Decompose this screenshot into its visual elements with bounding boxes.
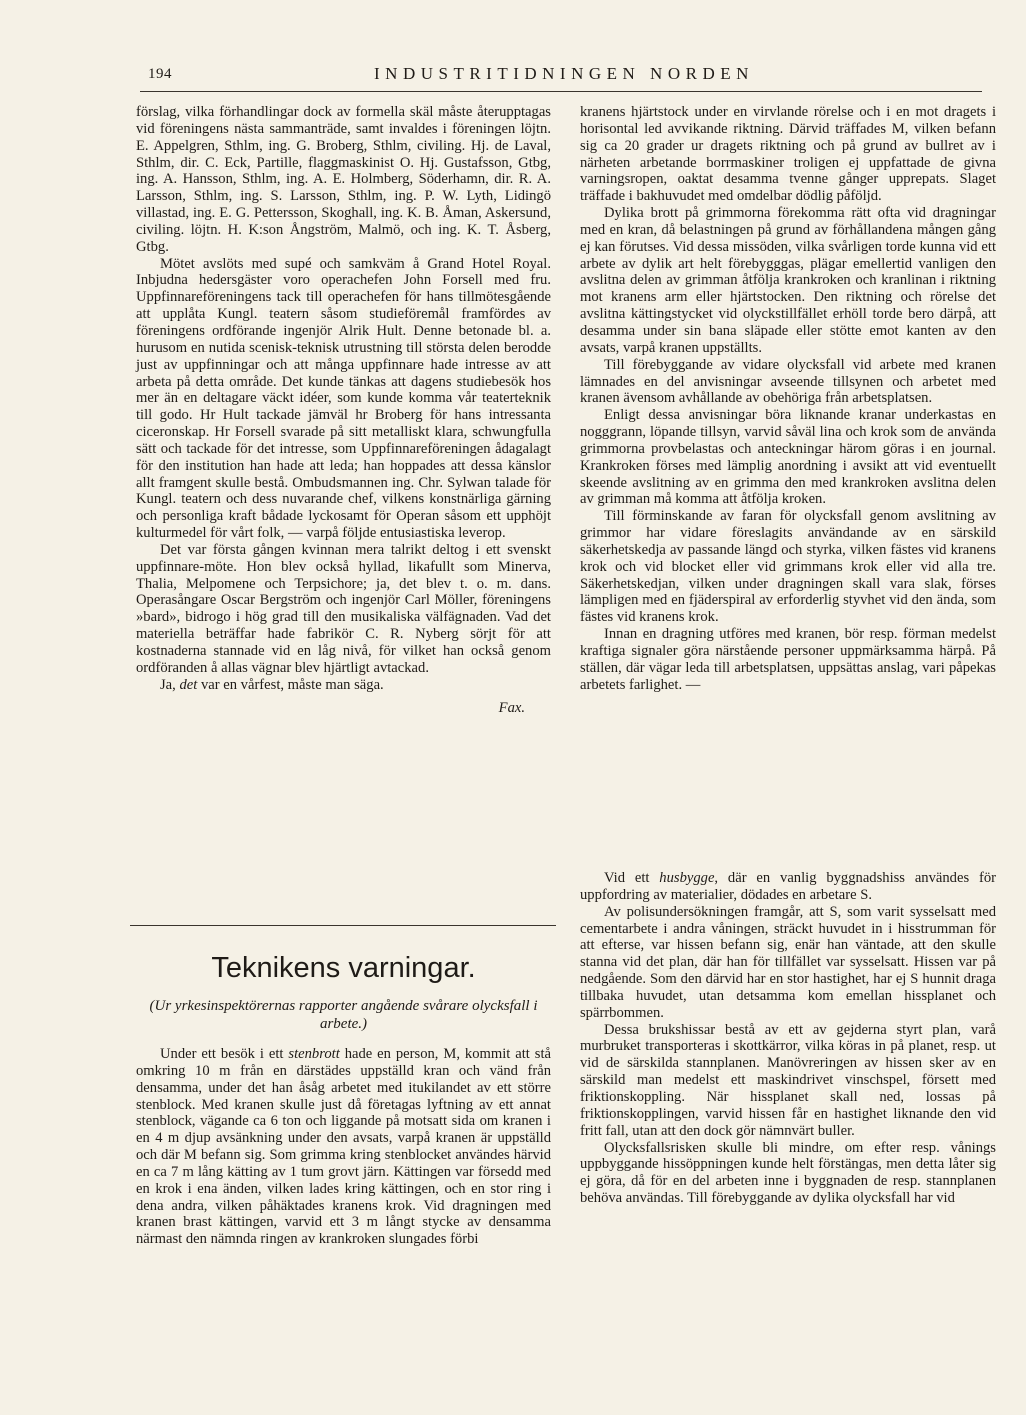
left-column-article bbox=[136, 1046, 551, 1248]
left-column-report bbox=[136, 104, 551, 716]
dinner-paragraph: Mötet avslöts med supé och samkväm å Grand Hotel Royal. Inbjudna hedersgäster voro operachefen John Forsell med fru. Uppfinnareföreningens tack till operachefen för hans tillmötesgående att upplåta Kungl. teatern såsom studieföremål framfördes av föreningens ordförande ingenjör Alrik Hult. Denne betonade bl. a. hurusom en nutida scenisk-teknisk utrustning till största delen berodde just av uppfinningar och att många uppfinnare hade intresse av att arbeta på detta område. Det kunde tänkas att dagens studiebesök hos mer än en deltagare väckt idéer, som kunde komma vår teaterteknik till godo. Hr Hult tackade jämväl hr Broberg för hans intressanta ciceronskap. Hr Forsell svarade på sitt metalliskt klara, schwungfulla sätt och tackade för det intresse, som Uppfinnareföreningen ådagalagt för den institution han hade att leda; han hoppades att dessa känslor allt framgent skulle bestå. Ombudsmannen ing. Chr. Sylwan talade för Kungl. teatern och dess nuvarande chef, vilkens konstnärliga gärning och personliga kraft bådade lyckosamt för Operan såsom ett upphöjt kulturmedel för vårt folk, — varpå följde entusiastiska leverop. bbox=[136, 255, 551, 542]
crane-paragraph-2: Dylika brott på grimmorna förekomma rätt ofta vid dragningar med en kran, då belastningen på grund av förhållandena mången gång ej kan förutses. Vid dessa missöden, vilka svårligen torde kunna vid ett arbete av dylik art helt förebygggas, plägar emellertid vanligen den avslitna delen av grimman åtfölja krankroken och kranlinan i riktning mot kranens arm eller hjärtstocken. Den riktning och rörelse det avslitna kättingstycket vid olyckstillfället erhöll torde bero därpå, att desamma under sin bana släpade eller stötte emot kanten av den avsats, varpå kranen uppställts. bbox=[580, 205, 996, 356]
hoist-paragraph-3: Dessa brukshissar bestå av ett av gejderna styrt plan, varå murbruket transporteras i skottkärror, vilka köras in på planet, resp. ut vid de särskilda stannplanen. Manövreringen av hissen sker av en särskild man medelst ett maskindrivet vinschspel, försett med friktionskoppling. När hissplanet skall ned, lossas på friktionskopplingen, varvid hissen får en hastighet liknande den vid fritt fall, utan att den dock gör nämnvärt buller. bbox=[580, 1021, 996, 1139]
article-title: Teknikens varningar. bbox=[211, 952, 476, 984]
right-column-bottom bbox=[580, 870, 996, 1207]
author-signature: Fax. bbox=[498, 699, 525, 716]
crane-paragraph-4: Enligt dessa anvisningar böra liknande kranar underkastas en nogggrann, löpande tillsyn, varvid såväl lina och krok som de använda grimmorna provbelastas och anteckningar härom göras i en journal. Krankroken förses med lämplig anordning i avsikt att vid eventuellt skeende avslitning av en grimma den med krankroken avslitna delen av grimman må komma att åtfölja kroken. bbox=[580, 407, 996, 508]
right-column-top bbox=[580, 104, 996, 694]
page-number: 194 bbox=[148, 66, 172, 82]
hoist-paragraph-1: Vid ett husbygge, där en vanlig byggnadshiss användes för uppfordring av materialier, dödades en arbetare S. bbox=[580, 870, 996, 903]
hoist-paragraph-4: Olycksfallsrisken skulle bli mindre, om efter resp. vånings uppbyggande hissöppningen kunde helt förstängas, men detta låter sig ej göra, då för en del arbeten inne i byggnaden de resp. stannplanen behöva användas. Till förebyggande av dylika olycksfall har vid bbox=[580, 1139, 996, 1207]
crane-paragraph-6: Innan en dragning utföres med kranen, bör resp. förman medelst kraftiga signaler göra närstående personer uppmärksamma härpå. På ställen, där vägar leda till arbetsplatsen, uppsättas anslag, vari påpekas arbetets farlighet. — bbox=[580, 626, 996, 693]
quarry-paragraph: Under ett besök i ett stenbrott hade en person, M, kommit att stå omkring 10 m från en därstädes uppställd kran och vänd från densamma, under det han åsåg arbetet med itukilandet av ett större stenblock. Med kranen skulle just då företagas lyftning av ett annat stenblock, vägande ca 6 ton och liggande på motsatt sida om kranen i en 4 m djup avsänkning under den avsats, varpå kranen är uppställd och där M befann sig. Som grimma kring stenblocket användes härvid en ca 7 m lång kätting av 1 tum grovt järn. Kättingen var försedd med en krok i ena änden, vilken lades kring kättingen, och en stor ring i dena andra, vilken påhäktades kranens krok. Vid dragningen med kranen brast kättingen, varvid ett 3 m långt stycke av densamma närmast den nämnda ringen av krankroken slungades förbi bbox=[136, 1046, 551, 1248]
header-rule bbox=[140, 91, 982, 92]
member-list-paragraph: förslag, vilka förhandlingar dock av formella skäl måste återupptagas vid föreningens nästa sammanträde, samt invaldes i föreningen löjtn. E. Appelgren, Sthlm, ing. G. Broberg, Sthlm, civiling. Hj. de Laval, Sthlm, dir. C. Eck, Partille, flaggmaskinist O. Hj. Gustafsson, Gtbg, ing. A. Hansson, Sthlm, ing. A. E. Holmberg, Söderhamn, dir. R. A. Larsson, Sthlm, ing. S. Larsson, Sthlm, ing. P. W. Lyth, Lidingö villastad, ing. E. G. Pettersson, Skoghall, ing. K. B. Åman, Askersund, civiling. löjtn. H. K:son Ångström, Malmö, och ing. K. T. Åsberg, Gtbg. bbox=[136, 104, 551, 255]
running-head: INDUSTRITIDNINGEN NORDEN bbox=[374, 64, 754, 83]
crane-paragraph-5: Till förminskande av faran för olycksfall genom avslitning av grimmor har vidare föreslagits användande av en särskild säkerhetskedja av passande längd och styrka, vilken fästes vid kranens krok och vid blocket eller vid grimmans krok eller vid alla tre. Säkerhetskedjan, vilken under dragningen skall vara slak, förses lämpligen med en fjäderspiral av erforderlig styvhet vid den ända, som fästes vid kranens krok. bbox=[580, 508, 996, 626]
section-divider bbox=[130, 925, 556, 926]
crane-paragraph-1: kranens hjärtstock under en virvlande rörelse och i en mot dragets i horisontal led avvikande riktning. Därvid träffades M, vilken befann sig ca 20 grader ur dragets riktning och på grund av bullret av i närheten arbetande borrmaskiner troligen ej uppfattade de givna varningsropen, oaktat desamma tvenne gånger upprepats. Slaget träffade i bakhuvudet med omdelbar dödlig påföljd. bbox=[580, 104, 996, 205]
women-paragraph: Det var första gången kvinnan mera talrikt deltog i ett svenskt uppfinnare-möte. Hon blev också hyllad, likafullt som Minerva, Thalia, Melpomene och Terpsichore; ja, det blev t. o. m. dans. Operasångare Oscar Bergström och ingenjör Carl Möller, föreningens »bard», bidrogo i hög grad till den musikaliska välfägnaden. Vad det materiella beträffar hade fabrikör C. R. Nyberg sörjt för att kostnaderna stannade vid en låg nivå, för vilket han också genom ordföranden å allas vägnar blev hjärtligt avtackad. bbox=[136, 541, 551, 676]
hoist-paragraph-2: Av polisundersökningen framgår, att S, som varit sysselsatt med cementarbete i andra våningen, sträckt huvudet in i hisstrumman för att efterse, var hissen befann sig, enär han väntade, att den skulle stanna vid det plan, där han för tillfället var sysselsatt. Hissen var på nedgående. Som den därvid har en stor hastighet, har ej S hunnit draga tillbaka huvudet, utan detsamma kom emellan hissplanet och spärrbommen. bbox=[580, 903, 996, 1021]
crane-paragraph-3: Till förebyggande av vidare olycksfall vid arbete med kranen lämnades en del anvisningar avseende tillsynen och arbetet med kranen ävensom avhållande av obehöriga från arbetsplatsen. bbox=[580, 356, 996, 407]
closing-paragraph: Ja, det var en vårfest, måste man säga. bbox=[160, 676, 384, 693]
article-subtitle: (Ur yrkesinspektörernas rapporter angående svårare olycksfall i arbete.) bbox=[149, 998, 538, 1032]
